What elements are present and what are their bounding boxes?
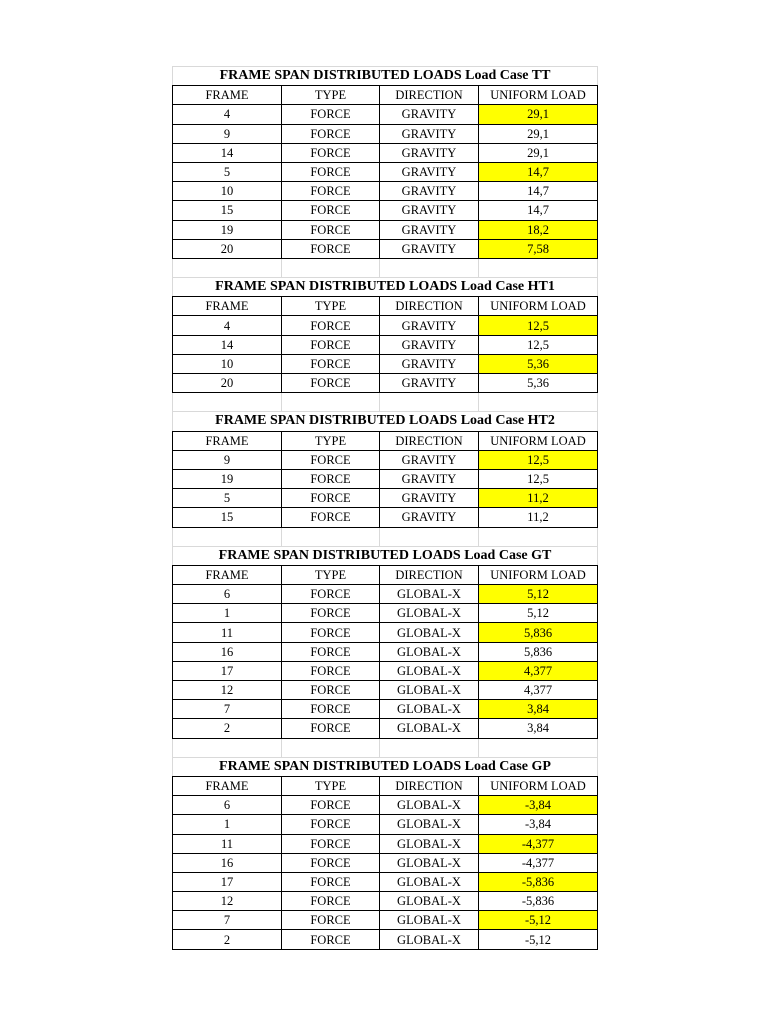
direction-cell[interactable]: GRAVITY: [380, 316, 479, 335]
load-cell[interactable]: -4,377: [479, 853, 598, 872]
frame-cell[interactable]: 10: [173, 354, 282, 373]
table-row: [173, 911, 598, 930]
load-cell[interactable]: 3,84: [479, 700, 598, 719]
frame-cell[interactable]: 2: [173, 930, 282, 949]
table-row: [173, 508, 598, 527]
frame-cell[interactable]: 6: [173, 796, 282, 815]
type-cell[interactable]: FORCE: [282, 834, 380, 853]
frame-cell[interactable]: 15: [173, 508, 282, 527]
direction-cell[interactable]: GLOBAL-X: [380, 604, 479, 623]
frame-cell[interactable]: 2: [173, 719, 282, 738]
direction-cell[interactable]: GRAVITY: [380, 450, 479, 469]
frame-cell[interactable]: 20: [173, 374, 282, 393]
direction-cell[interactable]: GRAVITY: [380, 469, 479, 488]
table-row: [173, 604, 598, 623]
load-cell[interactable]: 3,84: [479, 719, 598, 738]
type-cell[interactable]: FORCE: [282, 374, 380, 393]
table-row: [173, 450, 598, 469]
load-cell[interactable]: 5,12: [479, 585, 598, 604]
frame-cell[interactable]: 10: [173, 182, 282, 201]
frame-cell[interactable]: 11: [173, 623, 282, 642]
type-cell[interactable]: FORCE: [282, 815, 380, 834]
frame-cell[interactable]: 20: [173, 239, 282, 258]
type-cell[interactable]: FORCE: [282, 911, 380, 930]
load-cell[interactable]: 29,1: [479, 105, 598, 124]
type-cell[interactable]: FORCE: [282, 604, 380, 623]
frame-cell[interactable]: 1: [173, 815, 282, 834]
direction-cell[interactable]: GLOBAL-X: [380, 623, 479, 642]
table-row: [173, 585, 598, 604]
load-cell[interactable]: 7,58: [479, 239, 598, 258]
frame-cell[interactable]: 19: [173, 220, 282, 239]
direction-cell[interactable]: GLOBAL-X: [380, 853, 479, 872]
direction-cell[interactable]: GRAVITY: [380, 335, 479, 354]
type-cell[interactable]: FORCE: [282, 681, 380, 700]
direction-cell[interactable]: GLOBAL-X: [380, 719, 479, 738]
frame-cell[interactable]: 16: [173, 853, 282, 872]
empty-cell[interactable]: [282, 393, 380, 412]
empty-cell[interactable]: [173, 258, 282, 277]
section-title: FRAME SPAN DISTRIBUTED LOADS Load Case HT1: [173, 278, 598, 297]
type-cell[interactable]: FORCE: [282, 239, 380, 258]
load-cell[interactable]: 14,7: [479, 162, 598, 181]
direction-cell[interactable]: GLOBAL-X: [380, 796, 479, 815]
type-cell[interactable]: FORCE: [282, 220, 380, 239]
load-cell[interactable]: -5,12: [479, 930, 598, 949]
type-cell[interactable]: FORCE: [282, 469, 380, 488]
section-title: FRAME SPAN DISTRIBUTED LOADS Load Case GP: [173, 757, 598, 776]
load-cell[interactable]: 29,1: [479, 143, 598, 162]
header-direction[interactable]: DIRECTION: [380, 565, 479, 584]
header-direction[interactable]: DIRECTION: [380, 431, 479, 450]
table-row: [173, 642, 598, 661]
load-cell[interactable]: 5,836: [479, 642, 598, 661]
frame-cell[interactable]: 12: [173, 892, 282, 911]
direction-cell[interactable]: GRAVITY: [380, 508, 479, 527]
frame-cell[interactable]: 7: [173, 911, 282, 930]
frame-cell[interactable]: 14: [173, 143, 282, 162]
type-cell[interactable]: FORCE: [282, 661, 380, 680]
empty-row: [173, 738, 598, 757]
load-cell[interactable]: 11,2: [479, 489, 598, 508]
type-cell[interactable]: FORCE: [282, 335, 380, 354]
load-cell[interactable]: 5,836: [479, 623, 598, 642]
table-row: [173, 623, 598, 642]
section-title-row: [173, 278, 598, 297]
type-cell[interactable]: FORCE: [282, 124, 380, 143]
section-title-row: [173, 757, 598, 776]
section-title-row: [173, 67, 598, 86]
type-cell[interactable]: FORCE: [282, 719, 380, 738]
table-row: [173, 930, 598, 949]
direction-cell[interactable]: GRAVITY: [380, 162, 479, 181]
header-type[interactable]: TYPE: [282, 431, 380, 450]
direction-cell[interactable]: GRAVITY: [380, 201, 479, 220]
header-row: [173, 431, 598, 450]
load-cell[interactable]: -3,84: [479, 796, 598, 815]
type-cell[interactable]: FORCE: [282, 853, 380, 872]
direction-cell[interactable]: GRAVITY: [380, 239, 479, 258]
type-cell[interactable]: FORCE: [282, 489, 380, 508]
load-cell[interactable]: -4,377: [479, 834, 598, 853]
direction-cell[interactable]: GRAVITY: [380, 220, 479, 239]
direction-cell[interactable]: GLOBAL-X: [380, 642, 479, 661]
type-cell[interactable]: FORCE: [282, 642, 380, 661]
header-type[interactable]: TYPE: [282, 86, 380, 105]
frame-cell[interactable]: 4: [173, 316, 282, 335]
header-direction[interactable]: DIRECTION: [380, 297, 479, 316]
empty-cell[interactable]: [173, 393, 282, 412]
header-frame[interactable]: FRAME: [173, 86, 282, 105]
direction-cell[interactable]: GRAVITY: [380, 489, 479, 508]
empty-cell[interactable]: [173, 527, 282, 546]
section-title-row: [173, 546, 598, 565]
table-row: [173, 335, 598, 354]
section-title: FRAME SPAN DISTRIBUTED LOADS Load Case HT2: [173, 412, 598, 431]
header-type[interactable]: TYPE: [282, 776, 380, 795]
empty-cell[interactable]: [282, 527, 380, 546]
type-cell[interactable]: FORCE: [282, 892, 380, 911]
empty-cell[interactable]: [479, 527, 598, 546]
section-title-row: [173, 412, 598, 431]
table-row: [173, 834, 598, 853]
load-cell[interactable]: 5,36: [479, 354, 598, 373]
frame-cell[interactable]: 6: [173, 585, 282, 604]
empty-row: [173, 527, 598, 546]
table-row: [173, 661, 598, 680]
empty-cell[interactable]: [380, 393, 479, 412]
direction-cell[interactable]: GLOBAL-X: [380, 930, 479, 949]
direction-cell[interactable]: GLOBAL-X: [380, 892, 479, 911]
load-cell[interactable]: 14,7: [479, 201, 598, 220]
header-row: [173, 86, 598, 105]
header-uniform-load[interactable]: UNIFORM LOAD: [479, 431, 598, 450]
load-cell[interactable]: 14,7: [479, 182, 598, 201]
load-cell[interactable]: 12,5: [479, 335, 598, 354]
direction-cell[interactable]: GLOBAL-X: [380, 700, 479, 719]
frame-cell[interactable]: 5: [173, 489, 282, 508]
table-row: [173, 124, 598, 143]
type-cell[interactable]: FORCE: [282, 872, 380, 891]
section-title: FRAME SPAN DISTRIBUTED LOADS Load Case TT: [173, 67, 598, 86]
header-type[interactable]: TYPE: [282, 565, 380, 584]
type-cell[interactable]: FORCE: [282, 316, 380, 335]
direction-cell[interactable]: GLOBAL-X: [380, 911, 479, 930]
header-frame[interactable]: FRAME: [173, 565, 282, 584]
table-row: [173, 469, 598, 488]
frame-cell[interactable]: 17: [173, 661, 282, 680]
load-cell[interactable]: 5,12: [479, 604, 598, 623]
empty-cell[interactable]: [479, 258, 598, 277]
load-cell[interactable]: -5,836: [479, 892, 598, 911]
type-cell[interactable]: FORCE: [282, 508, 380, 527]
table-row: [173, 892, 598, 911]
load-cell[interactable]: -3,84: [479, 815, 598, 834]
direction-cell[interactable]: GLOBAL-X: [380, 585, 479, 604]
header-frame[interactable]: FRAME: [173, 776, 282, 795]
header-uniform-load[interactable]: UNIFORM LOAD: [479, 776, 598, 795]
table-row: [173, 162, 598, 181]
table-row: [173, 700, 598, 719]
load-cell[interactable]: 11,2: [479, 508, 598, 527]
load-cell[interactable]: -5,836: [479, 872, 598, 891]
empty-cell[interactable]: [380, 527, 479, 546]
frame-cell[interactable]: 9: [173, 450, 282, 469]
table-row: [173, 182, 598, 201]
load-cell[interactable]: 12,5: [479, 450, 598, 469]
frame-cell[interactable]: 12: [173, 681, 282, 700]
frame-cell[interactable]: 15: [173, 201, 282, 220]
direction-cell[interactable]: GRAVITY: [380, 374, 479, 393]
type-cell[interactable]: FORCE: [282, 700, 380, 719]
table-row: [173, 374, 598, 393]
header-row: [173, 776, 598, 795]
table-row: [173, 489, 598, 508]
type-cell[interactable]: FORCE: [282, 105, 380, 124]
load-cell[interactable]: 29,1: [479, 124, 598, 143]
empty-cell[interactable]: [479, 393, 598, 412]
table-row: [173, 815, 598, 834]
empty-cell[interactable]: [380, 258, 479, 277]
type-cell[interactable]: FORCE: [282, 930, 380, 949]
header-row: [173, 565, 598, 584]
direction-cell[interactable]: GLOBAL-X: [380, 661, 479, 680]
type-cell[interactable]: FORCE: [282, 354, 380, 373]
load-cell[interactable]: -5,12: [479, 911, 598, 930]
header-frame[interactable]: FRAME: [173, 431, 282, 450]
direction-cell[interactable]: GLOBAL-X: [380, 872, 479, 891]
load-cell[interactable]: 12,5: [479, 469, 598, 488]
frame-cell[interactable]: 1: [173, 604, 282, 623]
frame-cell[interactable]: 16: [173, 642, 282, 661]
frame-cell[interactable]: 7: [173, 700, 282, 719]
frame-cell[interactable]: 17: [173, 872, 282, 891]
table-row: [173, 105, 598, 124]
header-uniform-load[interactable]: UNIFORM LOAD: [479, 86, 598, 105]
table-row: [173, 239, 598, 258]
table-row: [173, 201, 598, 220]
load-cell[interactable]: 4,377: [479, 681, 598, 700]
frame-cell[interactable]: 5: [173, 162, 282, 181]
direction-cell[interactable]: GRAVITY: [380, 354, 479, 373]
direction-cell[interactable]: GLOBAL-X: [380, 681, 479, 700]
empty-cell[interactable]: [282, 258, 380, 277]
frame-cell[interactable]: 4: [173, 105, 282, 124]
empty-cell[interactable]: [380, 738, 479, 757]
frame-cell[interactable]: 19: [173, 469, 282, 488]
frame-cell[interactable]: 9: [173, 124, 282, 143]
frame-cell[interactable]: 11: [173, 834, 282, 853]
table-row: [173, 719, 598, 738]
type-cell[interactable]: FORCE: [282, 162, 380, 181]
load-cell[interactable]: 5,36: [479, 374, 598, 393]
table-row: [173, 872, 598, 891]
table-row: [173, 220, 598, 239]
empty-row: [173, 258, 598, 277]
direction-cell[interactable]: GRAVITY: [380, 124, 479, 143]
header-uniform-load[interactable]: UNIFORM LOAD: [479, 565, 598, 584]
table-row: [173, 354, 598, 373]
type-cell[interactable]: FORCE: [282, 182, 380, 201]
type-cell[interactable]: FORCE: [282, 450, 380, 469]
type-cell[interactable]: FORCE: [282, 623, 380, 642]
type-cell[interactable]: FORCE: [282, 201, 380, 220]
type-cell[interactable]: FORCE: [282, 585, 380, 604]
header-uniform-load[interactable]: UNIFORM LOAD: [479, 297, 598, 316]
header-frame[interactable]: FRAME: [173, 297, 282, 316]
direction-cell[interactable]: GRAVITY: [380, 182, 479, 201]
table-row: [173, 681, 598, 700]
table-row: [173, 143, 598, 162]
table-row: [173, 796, 598, 815]
empty-cell[interactable]: [173, 738, 282, 757]
header-type[interactable]: TYPE: [282, 297, 380, 316]
header-direction[interactable]: DIRECTION: [380, 776, 479, 795]
direction-cell[interactable]: GLOBAL-X: [380, 815, 479, 834]
empty-row: [173, 393, 598, 412]
direction-cell[interactable]: GRAVITY: [380, 105, 479, 124]
table-row: [173, 316, 598, 335]
empty-cell[interactable]: [479, 738, 598, 757]
empty-cell[interactable]: [282, 738, 380, 757]
header-row: [173, 297, 598, 316]
section-title: FRAME SPAN DISTRIBUTED LOADS Load Case GT: [173, 546, 598, 565]
type-cell[interactable]: FORCE: [282, 143, 380, 162]
load-cell[interactable]: 18,2: [479, 220, 598, 239]
direction-cell[interactable]: GLOBAL-X: [380, 834, 479, 853]
load-cell[interactable]: 4,377: [479, 661, 598, 680]
type-cell[interactable]: FORCE: [282, 796, 380, 815]
frame-cell[interactable]: 14: [173, 335, 282, 354]
spreadsheet: [172, 66, 597, 950]
load-table: [172, 66, 598, 950]
header-direction[interactable]: DIRECTION: [380, 86, 479, 105]
direction-cell[interactable]: GRAVITY: [380, 143, 479, 162]
load-cell[interactable]: 12,5: [479, 316, 598, 335]
table-row: [173, 853, 598, 872]
